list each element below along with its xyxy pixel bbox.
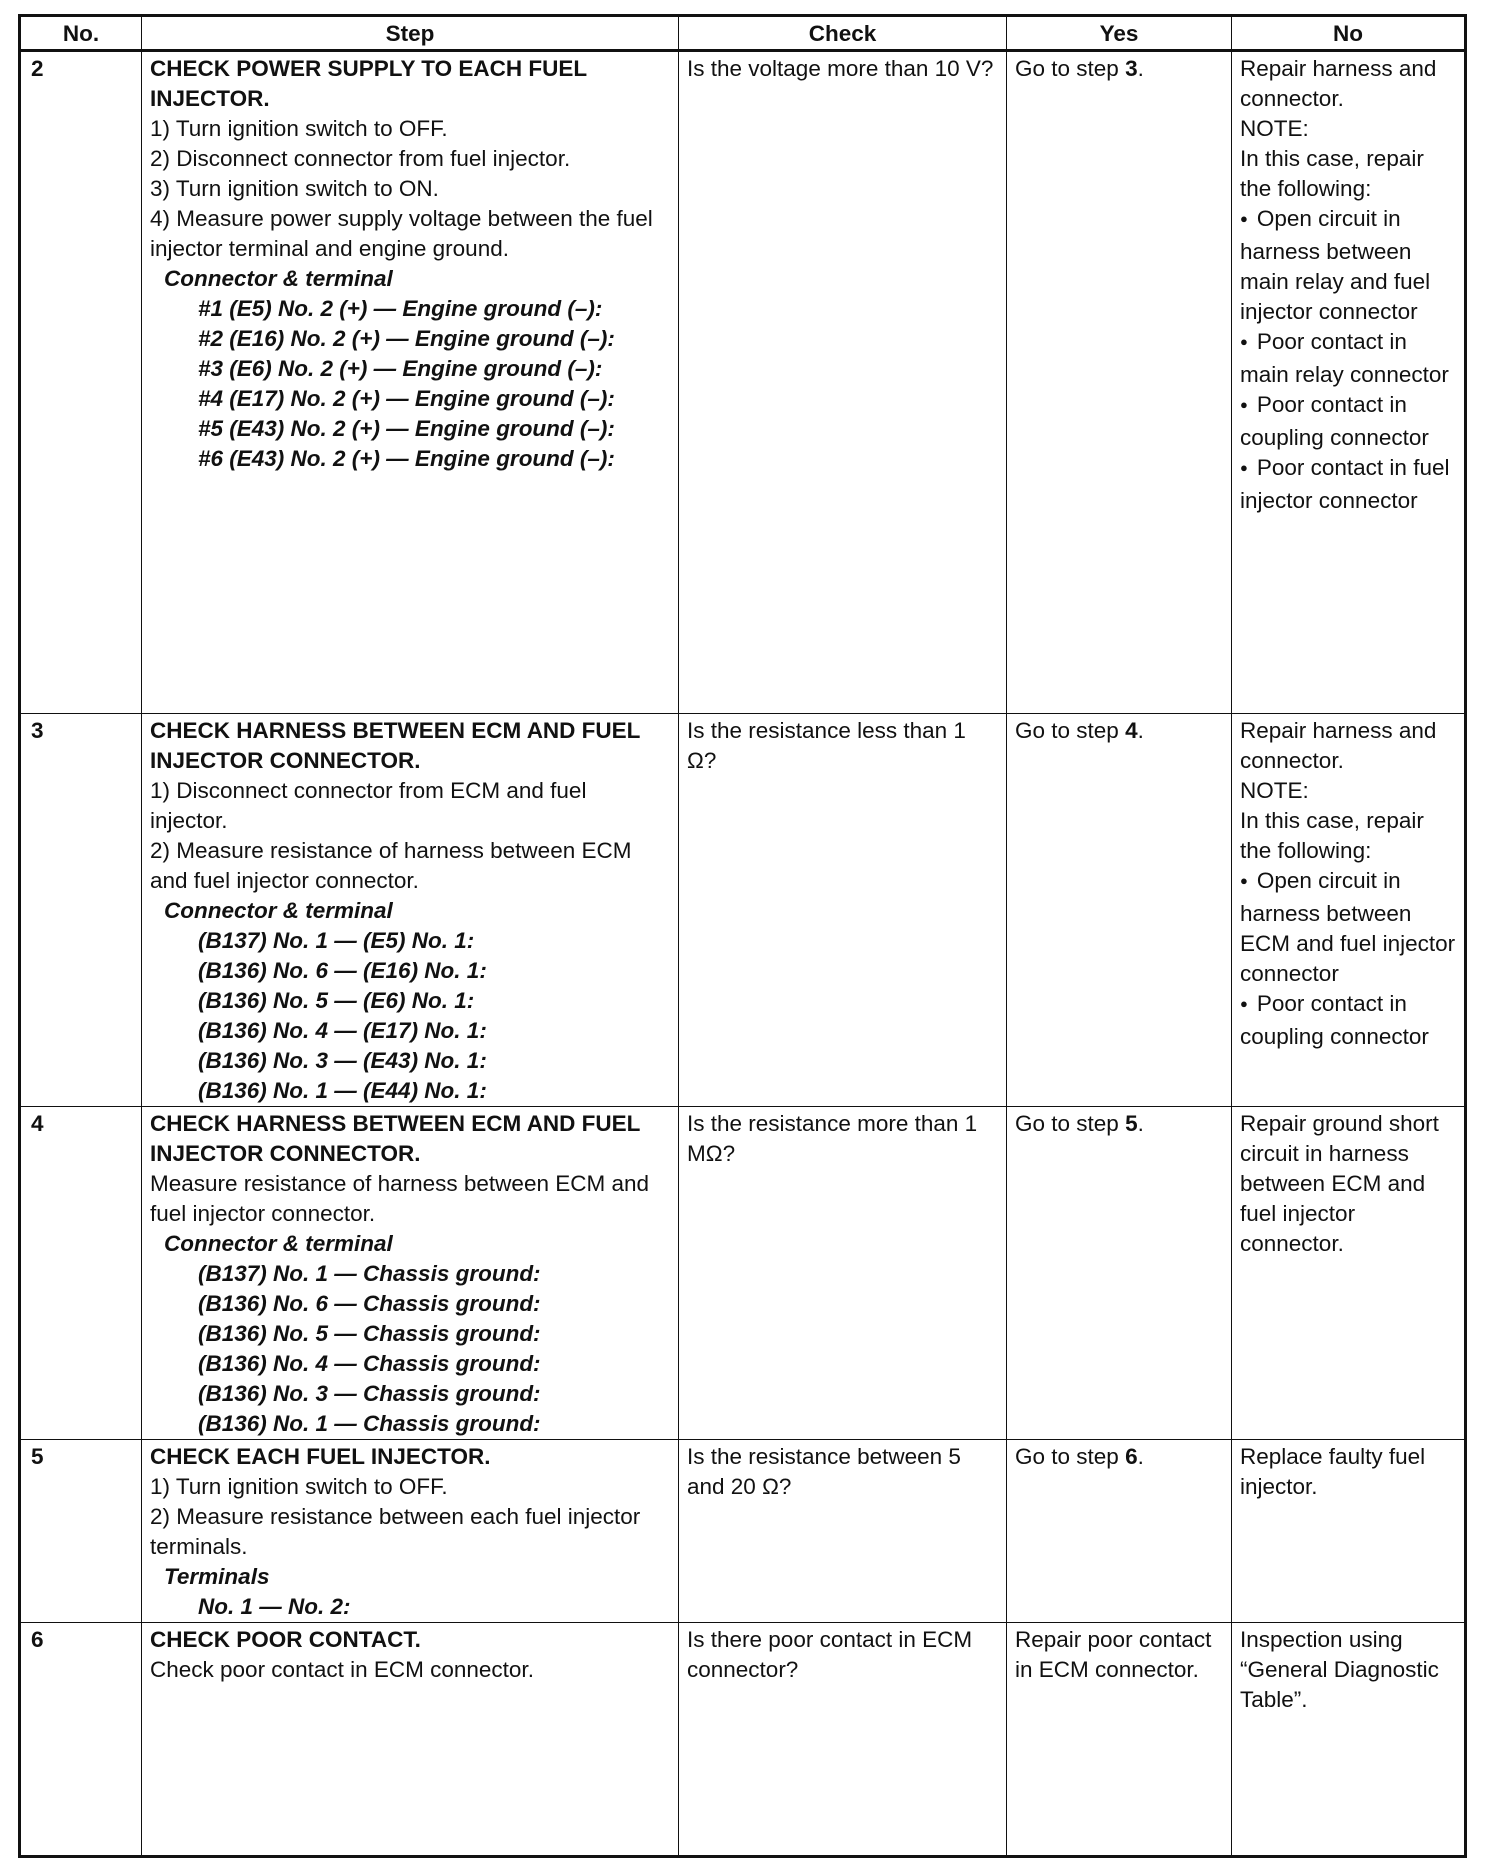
- no-action-bullet: ● Open circuit in harness between ECM and fuel injector connector: [1240, 866, 1456, 989]
- check-question: Is the voltage more than 10 V?: [679, 51, 1007, 714]
- table-body: [20, 51, 1466, 1857]
- step-instruction: 2) Disconnect connector from fuel injector.: [150, 146, 571, 171]
- no-action-text: Repair ground short circuit in harness between ECM and fuel injector connector.: [1240, 1111, 1439, 1256]
- yes-step-number: 5: [1125, 1111, 1138, 1136]
- yes-text: Go to step: [1015, 718, 1126, 743]
- step-instruction: 2) Measure resistance of harness between ECM and fuel injector connector.: [150, 838, 632, 893]
- no-action-bullet: ● Poor contact in main relay connector: [1240, 327, 1456, 390]
- header-no: No.: [20, 16, 142, 51]
- terminal-spec: (B137) No. 1 — Chassis ground:: [198, 1261, 541, 1286]
- step-number: 2: [20, 51, 142, 714]
- yes-action: [1007, 1623, 1232, 1857]
- step-number: 3: [20, 714, 142, 1107]
- header-step: Step: [142, 16, 679, 51]
- no-action-bullet: ● Poor contact in coupling connector: [1240, 989, 1456, 1052]
- yes-step-number: 4: [1125, 718, 1138, 743]
- step-instruction: 1) Turn ignition switch to OFF.: [150, 116, 448, 141]
- no-action-text: Replace faulty fuel injector.: [1240, 1444, 1426, 1499]
- step-title: CHECK POWER SUPPLY TO EACH FUEL INJECTOR.: [150, 56, 587, 111]
- step-instruction: 2) Measure resistance between each fuel injector terminals.: [150, 1504, 641, 1559]
- step-title: CHECK POOR CONTACT.: [150, 1627, 421, 1652]
- terminal-spec: #2 (E16) No. 2 (+) — Engine ground (–):: [198, 326, 615, 351]
- terminal-label: Connector & terminal: [164, 1231, 393, 1256]
- table-row: [20, 1440, 1466, 1623]
- check-question: Is there poor contact in ECM connector?: [679, 1623, 1007, 1857]
- no-action: [1232, 714, 1466, 1107]
- step-instruction: 4) Measure power supply voltage between the fuel injector terminal and engine ground.: [150, 206, 653, 261]
- no-action-text: In this case, repair the following:: [1240, 808, 1424, 863]
- table-row: [20, 714, 1466, 1107]
- no-action-text: Repair harness and connector.: [1240, 718, 1437, 773]
- diagnostic-table: [18, 14, 1467, 1858]
- table-row: [20, 51, 1466, 714]
- terminal-spec: (B136) No. 5 — (E6) No. 1:: [198, 988, 475, 1013]
- no-action: [1232, 1440, 1466, 1623]
- no-action-text: Inspection using “General Diagnostic Table”.: [1240, 1627, 1439, 1712]
- no-action-bullet: ● Open circuit in harness between main relay and fuel injector connector: [1240, 204, 1456, 327]
- terminal-spec: (B136) No. 6 — (E16) No. 1:: [198, 958, 487, 983]
- terminal-spec: (B136) No. 6 — Chassis ground:: [198, 1291, 541, 1316]
- no-action: [1232, 1623, 1466, 1857]
- step-cell: [142, 1623, 679, 1857]
- no-action-text: NOTE:: [1240, 116, 1309, 141]
- no-action: [1232, 51, 1466, 714]
- check-question: Is the resistance less than 1 Ω?: [679, 714, 1007, 1107]
- step-title: CHECK EACH FUEL INJECTOR.: [150, 1444, 491, 1469]
- step-cell: [142, 1107, 679, 1440]
- terminal-spec: #3 (E6) No. 2 (+) — Engine ground (–):: [198, 356, 603, 381]
- terminal-label: Connector & terminal: [164, 898, 393, 923]
- yes-action: Go to step 5.: [1007, 1107, 1232, 1440]
- terminal-spec: (B136) No. 3 — (E43) No. 1:: [198, 1048, 487, 1073]
- yes-step-number: 3: [1125, 56, 1138, 81]
- header-check: Check: [679, 16, 1007, 51]
- terminal-spec: (B136) No. 4 — Chassis ground:: [198, 1351, 541, 1376]
- yes-step-number: 6: [1125, 1444, 1138, 1469]
- step-title: CHECK HARNESS BETWEEN ECM AND FUEL INJECTOR CONNECTOR.: [150, 718, 641, 773]
- step-instruction: 1) Disconnect connector from ECM and fuel injector.: [150, 778, 587, 833]
- step-number: 4: [20, 1107, 142, 1440]
- header-no-action: No: [1232, 16, 1466, 51]
- header-yes: Yes: [1007, 16, 1232, 51]
- yes-action: Go to step 6.: [1007, 1440, 1232, 1623]
- step-cell: [142, 1440, 679, 1623]
- yes-action: Go to step 4.: [1007, 714, 1232, 1107]
- terminal-spec: No. 1 — No. 2:: [198, 1594, 351, 1619]
- step-cell: [142, 51, 679, 714]
- terminal-spec: (B136) No. 3 — Chassis ground:: [198, 1381, 541, 1406]
- terminal-spec: #5 (E43) No. 2 (+) — Engine ground (–):: [198, 416, 615, 441]
- terminal-spec: (B136) No. 1 — (E44) No. 1:: [198, 1078, 487, 1103]
- no-action-text: Repair harness and connector.: [1240, 56, 1437, 111]
- table-row: [20, 1623, 1466, 1857]
- yes-text: Go to step: [1015, 1444, 1126, 1469]
- step-cell: [142, 714, 679, 1107]
- terminal-label: Connector & terminal: [164, 266, 393, 291]
- no-action-text: In this case, repair the following:: [1240, 146, 1424, 201]
- no-action-text: NOTE:: [1240, 778, 1309, 803]
- yes-text: Go to step: [1015, 1111, 1126, 1136]
- step-instruction: 1) Turn ignition switch to OFF.: [150, 1474, 448, 1499]
- terminal-spec: (B137) No. 1 — (E5) No. 1:: [198, 928, 475, 953]
- yes-text: Repair poor contact in ECM connector.: [1015, 1627, 1212, 1682]
- terminal-spec: #4 (E17) No. 2 (+) — Engine ground (–):: [198, 386, 615, 411]
- terminal-spec: (B136) No. 4 — (E17) No. 1:: [198, 1018, 487, 1043]
- header-row: [20, 16, 1466, 51]
- step-number: 6: [20, 1623, 142, 1857]
- terminal-spec: (B136) No. 1 — Chassis ground:: [198, 1411, 541, 1436]
- step-title: CHECK HARNESS BETWEEN ECM AND FUEL INJECTOR CONNECTOR.: [150, 1111, 641, 1166]
- check-question: Is the resistance between 5 and 20 Ω?: [679, 1440, 1007, 1623]
- terminal-label: Terminals: [164, 1564, 270, 1589]
- step-instruction: Check poor contact in ECM connector.: [150, 1657, 534, 1682]
- terminal-spec: (B136) No. 5 — Chassis ground:: [198, 1321, 541, 1346]
- no-action-bullet: ● Poor contact in coupling connector: [1240, 390, 1456, 453]
- terminal-spec: #1 (E5) No. 2 (+) — Engine ground (–):: [198, 296, 603, 321]
- check-question: Is the resistance more than 1 MΩ?: [679, 1107, 1007, 1440]
- yes-action: Go to step 3.: [1007, 51, 1232, 714]
- step-instruction: Measure resistance of harness between ECM and fuel injector connector.: [150, 1171, 650, 1226]
- step-number: 5: [20, 1440, 142, 1623]
- table-row: [20, 1107, 1466, 1440]
- yes-text: Go to step: [1015, 56, 1126, 81]
- no-action-bullet: ● Poor contact in fuel injector connector: [1240, 453, 1456, 516]
- terminal-spec: #6 (E43) No. 2 (+) — Engine ground (–):: [198, 446, 615, 471]
- no-action: [1232, 1107, 1466, 1440]
- step-instruction: 3) Turn ignition switch to ON.: [150, 176, 439, 201]
